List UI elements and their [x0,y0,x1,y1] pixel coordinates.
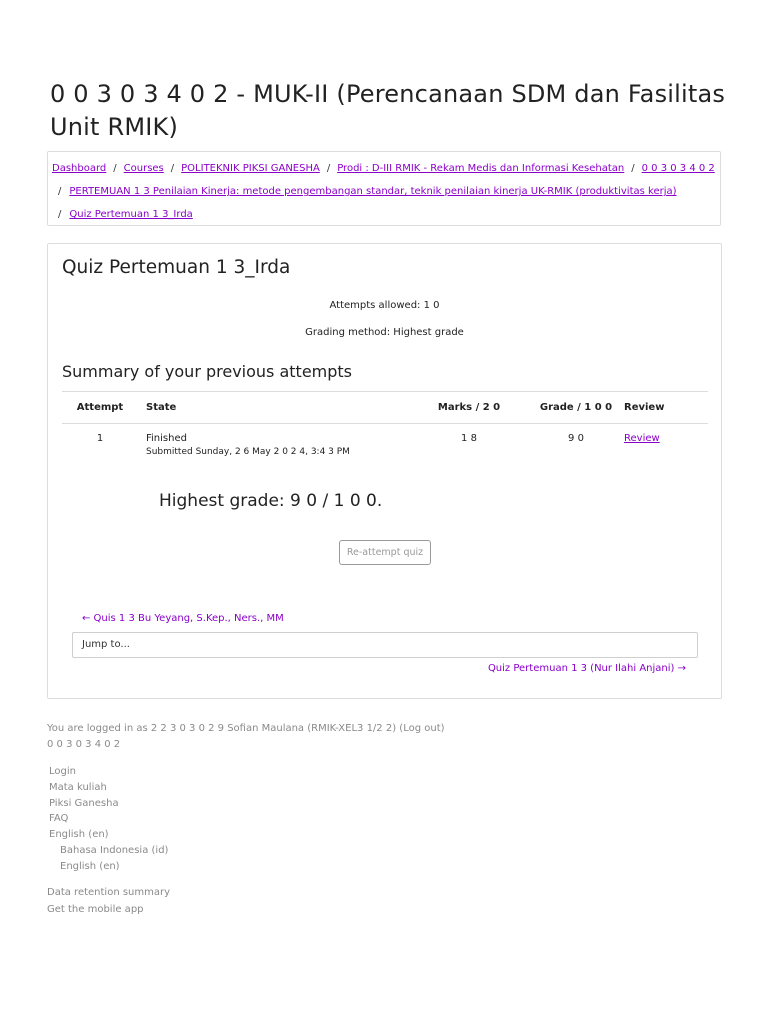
breadcrumb-section[interactable]: PERTEMUAN 1 3 Penilaian Kinerja: metode pengembangan standar, teknik penilaian kinerja UK-RMIK (produktivitas kerja) [69,186,677,197]
login-info [47,721,445,752]
highest-grade: Highest grade: 9 0 / 1 0 0. [159,491,383,511]
reattempt-quiz-button[interactable]: Re-attempt quiz [339,540,431,565]
header-review: Review [620,392,708,424]
review-cell [620,424,708,464]
breadcrumb-separator: / [58,209,62,220]
table-header-row [62,392,708,424]
footer-link-faq[interactable]: FAQ [49,813,69,825]
attempt-number: 1 [96,433,104,444]
review-link[interactable]: Review [624,433,660,444]
page-title: 0 0 3 0 3 4 0 2 - MUK-II (Perencanaan SDM dan Fasilitas Unit RMIK) [50,80,726,141]
course-code-link[interactable]: 0 0 3 0 3 4 0 2 [47,738,121,750]
breadcrumb-course-code[interactable]: 0 0 3 0 3 4 0 2 [641,163,715,174]
quiz-title: Quiz Pertemuan 1 3_Irda [62,257,291,278]
next-activity-link[interactable]: Quiz Pertemuan 1 3 (Nur Ilahi Anjani) → [487,663,686,674]
attempts-allowed: Attempts allowed: 1 0 [329,300,440,311]
breadcrumb-separator: / [631,163,635,174]
attempt-marks: 1 8 [461,433,477,444]
breadcrumb-separator: / [113,163,117,174]
header-state: State [138,392,406,424]
footer-link-mata-kuliah[interactable]: Mata kuliah [49,781,107,793]
breadcrumb-separator: / [58,186,62,197]
footer-bottom-links [47,885,170,918]
breadcrumb-separator: / [326,163,331,174]
footer-links [49,764,168,875]
footer-link-piksi-ganesha[interactable]: Piksi Ganesha [49,797,119,809]
header-marks: Marks / 2 0 [406,392,532,424]
footer-link-login[interactable]: Login [49,766,76,777]
breadcrumb-separator: / [170,163,175,174]
user-profile-link[interactable]: 2 2 3 0 3 0 2 9 Sofian Maulana (RMIK-XEL3 1/2 2) [150,723,397,734]
language-menu[interactable]: English (en) [49,829,109,841]
data-retention-link[interactable]: Data retention summary [47,887,171,898]
summary-title: Summary of your previous attempts [62,362,353,381]
header-attempt: Attempt [62,392,138,424]
logged-in-prefix: You are logged in as [47,723,148,734]
breadcrumb-courses[interactable]: Courses [123,163,164,174]
attempt-state: Finished [146,433,187,444]
breadcrumb-dashboard[interactable]: Dashboard [52,163,107,174]
attempt-grade: 9 0 [568,433,584,444]
breadcrumb-prodi[interactable]: Prodi : D-III RMIK - Rekam Medis dan Informasi Kesehatan [337,163,625,174]
attempts-table [62,391,708,464]
attempt-state-cell [138,424,406,464]
breadcrumb [47,151,721,226]
grading-method: Grading method: Highest grade [305,327,464,338]
breadcrumb-quiz[interactable]: Quiz Pertemuan 1 3_Irda [69,209,193,220]
breadcrumb-institution[interactable]: POLITEKNIK PIKSI GANESHA [181,163,320,174]
quiz-card [47,243,722,699]
jump-to-select[interactable] [72,632,698,658]
table-row [62,424,708,464]
mobile-app-link[interactable]: Get the mobile app [47,903,144,915]
logout-link[interactable]: (Log out) [399,723,445,734]
language-option-en[interactable]: English (en) [60,860,120,872]
language-option-id[interactable]: Bahasa Indonesia (id) [60,844,169,856]
attempt-submitted: Submitted Sunday, 2 6 May 2 0 2 4, 3:4 3 PM [146,447,350,457]
previous-activity-link[interactable]: ← Quis 1 3 Bu Yeyang, S.Kep., Ners., MM [82,613,284,624]
header-grade: Grade / 1 0 0 [532,392,620,424]
jump-to-placeholder: Jump to... [82,639,130,650]
